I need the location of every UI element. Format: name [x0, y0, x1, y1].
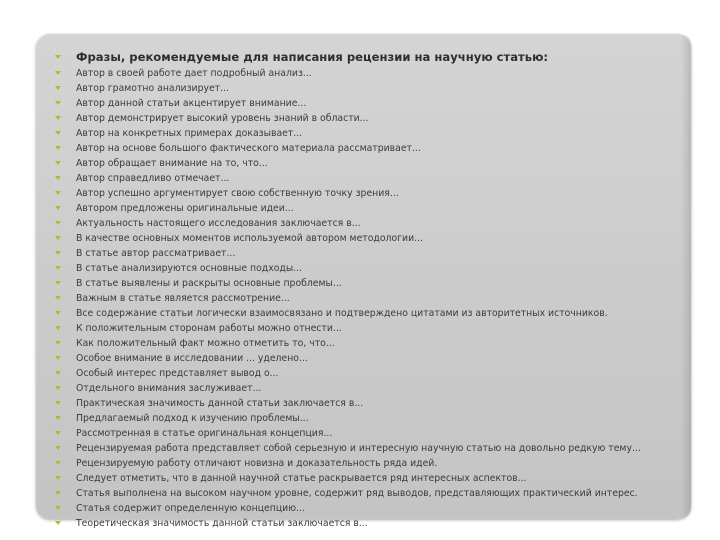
list-item-text: Автор обращает внимание на то, что...	[76, 158, 268, 169]
list-item-text: Автор в своей работе дает подробный анализ...	[76, 68, 312, 79]
list-item	[0, 261, 680, 276]
list-item	[0, 111, 680, 126]
bullet-icon	[55, 371, 61, 375]
list-item-text: Статья выполнена на высоком научном уровне, содержит ряд выводов, представляющих практический интерес.	[76, 488, 638, 499]
list-item-text: Автор справедливо отмечает...	[76, 173, 230, 184]
bullet-icon	[55, 521, 61, 525]
list-item	[0, 381, 680, 396]
list-item	[0, 141, 680, 156]
list-item-text: Теоретическая значимость данной статьи заключается в...	[76, 518, 368, 529]
list-item-text: Как положительный факт можно отметить то, что...	[76, 338, 335, 349]
list-item	[0, 216, 680, 231]
list-item	[0, 246, 680, 261]
bullet-icon	[55, 236, 61, 240]
list-item	[0, 66, 680, 81]
list-item-text: Рецензируемая работа представляет собой серьезную и интересную научную статью на довольно редкую тему...	[76, 443, 641, 454]
panel-shadow-edge	[681, 34, 691, 519]
list-item-text: Все содержание статьи логически взаимосвязано и подтверждено цитатами из авторитетных источников.	[76, 308, 608, 319]
list-item-text: Рецензируемую работу отличают новизна и доказательность ряда идей.	[76, 458, 438, 469]
list-item-text: Рассмотренная в статье оригинальная концепция...	[76, 428, 333, 439]
bullet-icon	[55, 341, 61, 345]
list-item	[0, 441, 680, 456]
bullet-icon	[55, 326, 61, 330]
bullet-icon	[55, 446, 61, 450]
list-item-text: Автор грамотно анализирует...	[76, 83, 229, 94]
list-item	[0, 96, 680, 111]
list-item	[0, 231, 680, 246]
bullet-icon	[55, 191, 61, 195]
bullet-icon	[55, 206, 61, 210]
list-title	[0, 48, 680, 66]
list-item-text: В статье выявлены и раскрыты основные проблемы...	[76, 278, 342, 289]
list-item	[0, 186, 680, 201]
list-item-text: Особый интерес представляет вывод о...	[76, 368, 279, 379]
list-item	[0, 411, 680, 426]
bullet-icon	[55, 221, 61, 225]
list-item-text: Автор данной статьи акцентирует внимание...	[76, 98, 307, 109]
bullet-icon	[55, 146, 61, 150]
bullet-icon	[55, 176, 61, 180]
bullet-icon	[55, 386, 61, 390]
bullet-icon	[55, 311, 61, 315]
list-item	[0, 456, 680, 471]
list-item	[0, 171, 680, 186]
list-item-text: Актуальность настоящего исследования заключается в...	[76, 218, 361, 229]
list-item	[0, 366, 680, 381]
list-item	[0, 486, 680, 501]
list-item	[0, 516, 680, 531]
list-item-text: Автор демонстрирует высокий уровень знаний в области...	[76, 113, 369, 124]
list-item-text: Практическая значимость данной статьи заключается в...	[76, 398, 364, 409]
list-item	[0, 201, 680, 216]
list-item	[0, 351, 680, 366]
list-item	[0, 276, 680, 291]
bullet-icon	[55, 491, 61, 495]
list-item	[0, 426, 680, 441]
list-item-text: Следует отметить, что в данной научной статье раскрывается ряд интересных аспектов...	[76, 473, 527, 484]
bullet-icon	[55, 55, 61, 59]
bullet-icon	[55, 416, 61, 420]
bullet-icon	[55, 461, 61, 465]
list-item-text: В статье автор рассматривает...	[76, 248, 236, 259]
bullet-icon	[55, 251, 61, 255]
list-item	[0, 471, 680, 486]
list-item	[0, 126, 680, 141]
bullet-icon	[55, 101, 61, 105]
bullet-icon	[55, 86, 61, 90]
list-item	[0, 306, 680, 321]
list-item-text: Особое внимание в исследовании ... уделено...	[76, 353, 308, 364]
list-item-text: Важным в статье является рассмотрение...	[76, 293, 290, 304]
list-item	[0, 501, 680, 516]
list-item-text: Отдельного внимания заслуживает...	[76, 383, 262, 394]
bullet-icon	[55, 356, 61, 360]
list-item-text: К положительным сторонам работы можно отнести...	[76, 323, 342, 334]
bullet-icon	[55, 116, 61, 120]
title-text: Фразы, рекомендуемые для написания рецензии на научную статью:	[76, 50, 549, 64]
bullet-icon	[55, 431, 61, 435]
bullet-icon	[55, 131, 61, 135]
bullet-icon	[55, 401, 61, 405]
list-item-text: В статье анализируются основные подходы...	[76, 263, 303, 274]
bullet-icon	[55, 71, 61, 75]
list-item-text: Автор на основе большого фактического материала рассматривает...	[76, 143, 421, 154]
list-item-text: Автор успешно аргументирует свою собственную точку зрения...	[76, 188, 399, 199]
list-item	[0, 396, 680, 411]
list-item	[0, 156, 680, 171]
bullet-icon	[55, 281, 61, 285]
list-item-text: Автором предложены оригинальные идеи...	[76, 203, 294, 214]
list-item-text: Предлагаемый подход к изучению проблемы...	[76, 413, 309, 424]
list-item	[0, 336, 680, 351]
list-item	[0, 321, 680, 336]
list-item-text: Автор на конкретных примерах доказывает...	[76, 128, 303, 139]
list-item-text: В качестве основных моментов используемой автором методологии...	[76, 233, 423, 244]
list-item-text: Статья содержит определенную концепцию...	[76, 503, 305, 514]
bullet-icon	[55, 161, 61, 165]
bullet-icon	[55, 476, 61, 480]
bullet-icon	[55, 296, 61, 300]
list-item	[0, 81, 680, 96]
bullet-icon	[55, 266, 61, 270]
bullet-icon	[55, 506, 61, 510]
list-item	[0, 291, 680, 306]
